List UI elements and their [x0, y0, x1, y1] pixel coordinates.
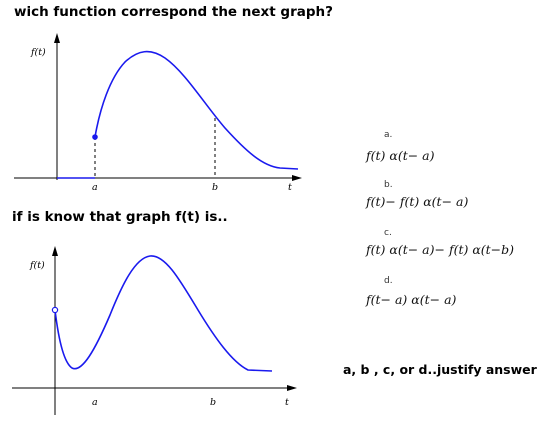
top-tick-a: a	[92, 182, 98, 193]
bottom-y-arrow	[52, 246, 58, 256]
option-d-letter: d.	[384, 276, 393, 286]
question-footer: a, b , c, or d..justify answer	[343, 362, 537, 377]
option-a-formula[interactable]: f(t) α(t− a)	[366, 148, 435, 163]
option-a-letter: a.	[384, 130, 393, 140]
option-d-formula[interactable]: f(t− a) α(t− a)	[366, 292, 457, 307]
bottom-curve	[55, 256, 272, 371]
bottom-tick-t: t	[285, 397, 289, 408]
top-tick-t: t	[288, 182, 292, 193]
option-c-letter: c.	[384, 228, 392, 238]
question-subtitle: if is know that graph f(t) is..	[12, 209, 228, 225]
option-c-formula[interactable]: f(t) α(t− a)− f(t) α(t−b)	[366, 242, 515, 257]
option-b-formula[interactable]: f(t)− f(t) α(t− a)	[366, 194, 469, 209]
bottom-tick-a: a	[92, 397, 98, 408]
top-tick-b: b	[212, 182, 219, 193]
bottom-start-dot	[52, 307, 57, 312]
bottom-tick-b: b	[210, 397, 217, 408]
bottom-y-label: f(t)	[30, 260, 45, 271]
top-y-label: f(t)	[31, 47, 46, 58]
question-title: wich function correspond the next graph?	[14, 4, 333, 20]
option-b-letter: b.	[384, 180, 393, 190]
bottom-x-arrow	[287, 385, 297, 391]
